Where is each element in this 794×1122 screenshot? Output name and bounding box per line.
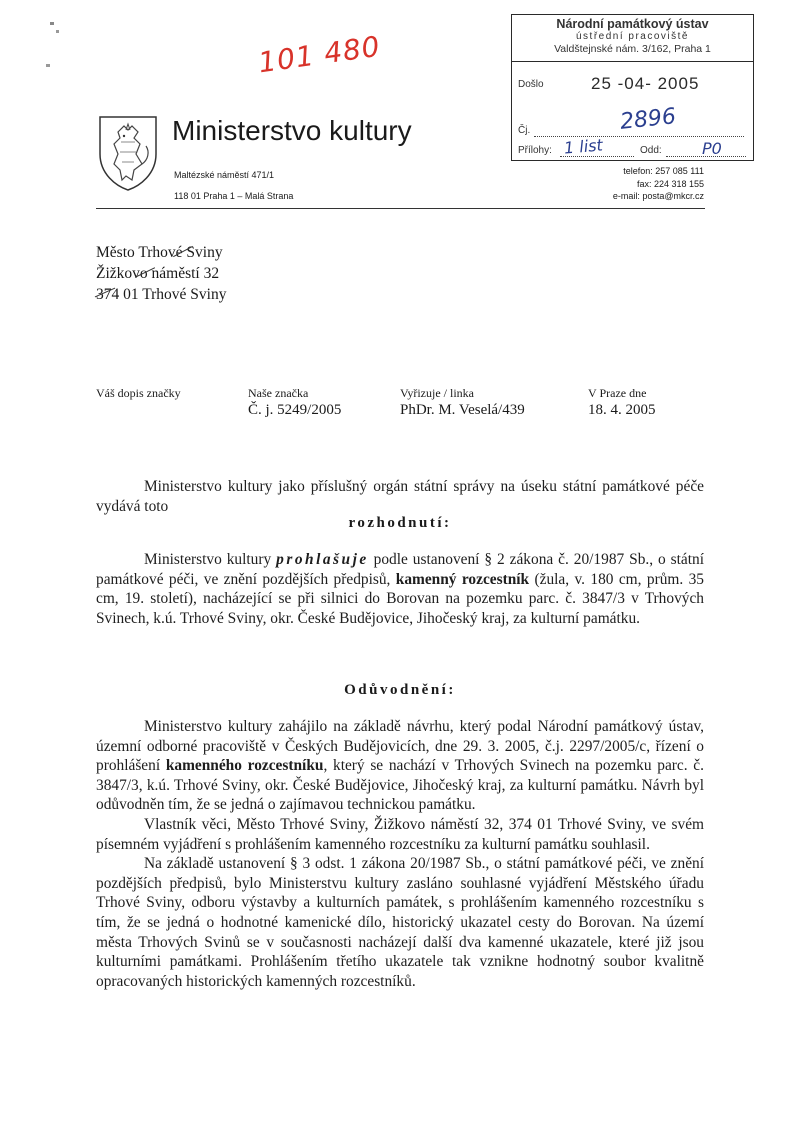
ministry-city: 118 01 Praha 1 – Malá Strana xyxy=(174,191,294,201)
reasoning-paragraph-3: Na základě ustanovení § 3 odst. 1 zákona 20/1987 Sb., o státní památkové péči, ve znění pozdějších předpisů, bylo Ministerstvu kultury zasláno souhlasné vyjádření Městského úřadu Trhové Sviny, odboru výstavby a kulturních památek, s prohlášením kamenného rozcestníku s tím, že se jedná o hodnotné kamenické dílo, historický ukazatel cesty do Borovan. Na území města Trhových Svinů se v současnosti nacházejí další dva kamenné ukazatele, které již jsou kulturními památkami. Prohlášením třetího ukazatele tak vznikne hodnotný soubor kvalitně opracovaných historických kamenných rozcestníků. xyxy=(96,855,704,990)
stamp-ref-value: 2896 xyxy=(618,104,678,135)
registry-stamp xyxy=(511,14,754,161)
ministry-email: e-mail: posta@mkcr.cz xyxy=(612,191,704,201)
reasoning-p1-a: Ministerstvo kultury zahájilo na základě návrhu, který podal Národní památkový ústav, územní odborné pracoviště v Českých Budějovicích, dne 29. 3. 2005, č.j. 2297/2005/c, řízení o prohlášení xyxy=(96,718,704,775)
ref-label-your: Váš dopis značky xyxy=(96,386,181,400)
reasoning-paragraph-2: Vlastník věci, Město Trhové Sviny, Žižkovo náměstí 32, 374 01 Trhové Sviny, ve svém písemném vyjádření s prohlášením kamenného rozcestníku za kulturní památku souhlasil. xyxy=(96,815,704,853)
stamp-org: Národní památkový ústav xyxy=(556,17,709,31)
ref-label-date: V Praze dne xyxy=(588,386,647,400)
stamp-ref-dots xyxy=(534,136,744,137)
stamp-address: Valdštejnské nám. 3/162, Praha 1 xyxy=(554,43,711,55)
reasoning-paragraph-1 xyxy=(96,717,704,815)
stamp-attachments-label: Přílohy: xyxy=(518,145,552,156)
intro-paragraph xyxy=(96,477,704,516)
coat-of-arms-icon xyxy=(96,114,160,192)
stamp-received-date: 25 -04- 2005 xyxy=(591,74,700,93)
recipient-line-1: Město Trhové Sviny xyxy=(96,244,223,261)
decision-heading: rozhodnutí: xyxy=(348,515,452,531)
decision-object: kamenný rozcestník xyxy=(395,570,530,588)
scan-mark xyxy=(50,22,54,25)
recipient-line-3: 374 01 Trhové Sviny xyxy=(96,286,227,303)
stamp-ref-label: Čj. xyxy=(518,125,531,136)
decision-prefix: Ministerstvo kultury xyxy=(144,551,272,568)
handwritten-number: 101 480 xyxy=(256,29,383,80)
scan-mark xyxy=(46,64,50,67)
decision-suffix: (žula, v. 180 cm, prům. 35 cm, 19. století), nacházející se při silnici do Borovan na pozemku parc. č. 3847/3 v Trhových Svinech, k.ú. Trhové Sviny, okr. České Budějovice, Jihočeský kraj, za kulturní památku. xyxy=(96,570,704,627)
letterhead-divider xyxy=(96,208,705,209)
ref-label-handler: Vyřizuje / linka xyxy=(400,386,474,400)
ref-value-date: 18. 4. 2005 xyxy=(588,402,656,418)
ref-label-ours: Naše značka xyxy=(248,386,309,400)
stamp-unit: ústřední pracoviště xyxy=(576,31,689,42)
stamp-received-label: Došlo xyxy=(518,79,544,90)
ministry-fax: fax: 224 318 155 xyxy=(636,179,704,189)
reasoning-p1-bold: kamenného rozcestníku xyxy=(165,757,324,775)
intro-text: Ministerstvo kultury jako příslušný orgán státní správy na úseku státní památkové péče vydává toto xyxy=(96,478,704,515)
decision-verb: prohlašuje xyxy=(276,551,369,568)
decision-mid: podle ustanovení § 2 zákona č. 20/1987 Sb., o státní památkové péči, ve znění pozdějších předpisů, xyxy=(96,551,704,588)
stamp-header xyxy=(512,15,753,62)
reasoning-p1-b: , který se nachází v Trhových Svinech na pozemku parc. č. 3847/3, k.ú. Trhové Sviny, okr. České Budějovice, Jihočeský kraj, za kulturní památku. Návrh byl odůvodněn tím, že se jedná o zajímavou technickou památku. xyxy=(96,757,704,814)
ministry-street: Maltézské náměstí 471/1 xyxy=(174,170,275,180)
recipient-line-2: Žižkovo náměstí 32 xyxy=(96,265,220,282)
stamp-dept-label: Odd: xyxy=(640,145,662,156)
reasoning-heading: Odůvodnění: xyxy=(344,682,456,698)
ref-value-ours: Č. j. 5249/2005 xyxy=(248,402,342,418)
decision-paragraph xyxy=(96,550,704,628)
recipient-address xyxy=(96,242,227,305)
reasoning-section xyxy=(96,717,704,991)
scan-mark xyxy=(56,30,59,33)
ministry-name: Ministerstvo kultury xyxy=(172,115,412,146)
ref-value-handler: PhDr. M. Veselá/439 xyxy=(400,402,525,418)
stamp-attachments-value: 1 list xyxy=(563,135,604,158)
stamp-dept-value: P0 xyxy=(702,139,722,158)
ministry-phone: telefon: 257 085 111 xyxy=(623,166,704,176)
